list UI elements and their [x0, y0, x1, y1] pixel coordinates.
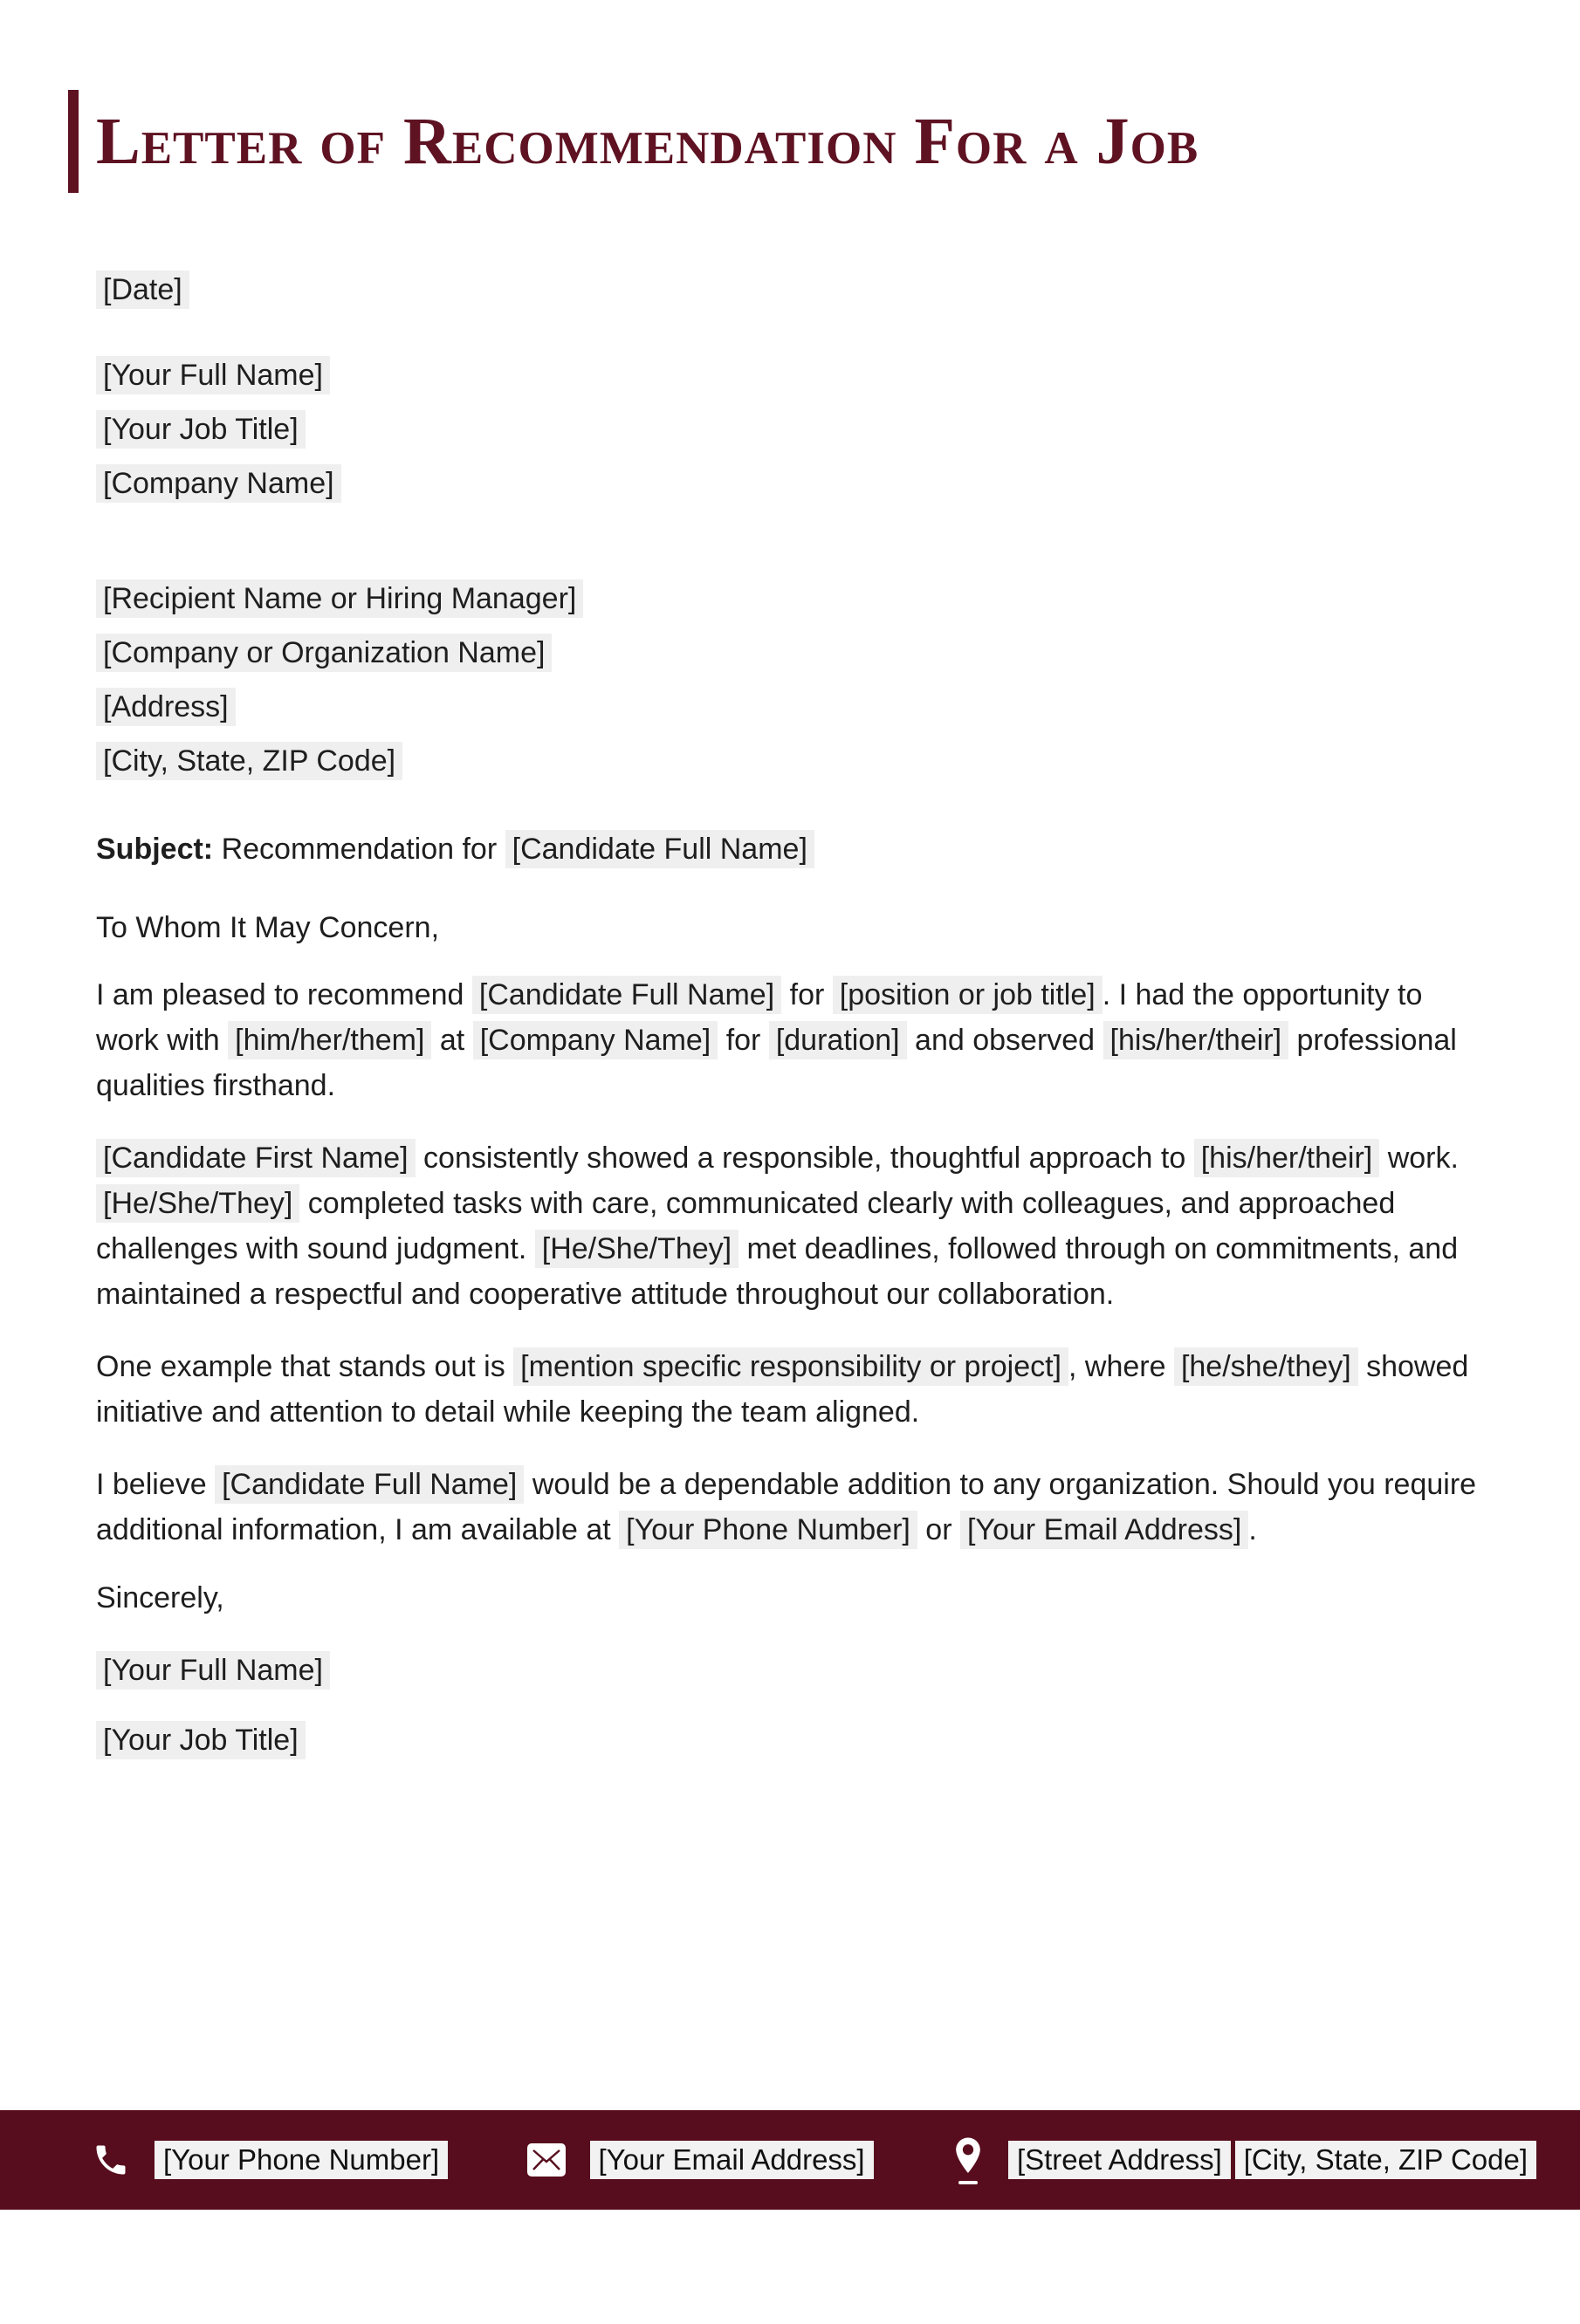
text-run: professional qualities firsthand. [96, 1024, 1457, 1102]
recipient-company-line [96, 636, 1484, 669]
placeholder-field[interactable]: [Candidate Full Name] [472, 976, 781, 1014]
footer-street-placeholder-field[interactable]: [Street Address] [1008, 2141, 1231, 2179]
subject-text [213, 830, 814, 868]
text-run: I am pleased to recommend [96, 978, 472, 1011]
text-run: and observed [906, 1024, 1103, 1057]
text-run: met deadlines, followed through on commitments, and maintained a respectful and cooperative attitude throughout our collaboration. [96, 1232, 1459, 1311]
placeholder-field[interactable]: [He/She/They] [535, 1230, 738, 1268]
footer-contact-bar [0, 2110, 1580, 2210]
document-page [0, 90, 1580, 2324]
placeholder-field[interactable]: [duration] [769, 1021, 907, 1059]
text-run: for [718, 1024, 769, 1057]
text-run: . [1248, 1513, 1257, 1546]
date-placeholder-field[interactable]: [Date] [96, 271, 189, 309]
footer-phone-placeholder-field[interactable]: [Your Phone Number] [155, 2141, 448, 2179]
text-run: , where [1068, 1350, 1174, 1383]
placeholder-field[interactable]: [mention specific responsibility or project] [513, 1347, 1068, 1386]
placeholder-field[interactable]: [position or job title] [833, 976, 1103, 1014]
recipient-name-placeholder-field[interactable]: [Recipient Name or Hiring Manager] [96, 579, 583, 618]
footer-address-group [952, 2136, 1536, 2184]
text-run: or [917, 1513, 960, 1546]
letter-paragraph-4 [96, 1462, 1484, 1553]
pin-underline [958, 2181, 978, 2184]
placeholder-field[interactable]: [his/her/their] [1194, 1139, 1380, 1177]
placeholder-field[interactable]: [Candidate First Name] [96, 1139, 416, 1177]
signature-name-line [96, 1654, 1484, 1687]
placeholder-field[interactable]: [Candidate Full Name] [215, 1465, 524, 1504]
placeholder-field[interactable]: [he/she/they] [1174, 1347, 1358, 1386]
title-section [68, 90, 1580, 193]
date-line [96, 273, 1484, 306]
subject-label: Subject: [96, 833, 214, 866]
footer-email-group [527, 2141, 874, 2179]
recipient-address-placeholder-field[interactable]: [Address] [96, 688, 236, 726]
text-run: . I had the opportunity to work with [96, 978, 1423, 1057]
footer-email-placeholder-field[interactable]: [Your Email Address] [590, 2141, 874, 2179]
title-accent-bar [68, 90, 79, 193]
phone-icon [92, 2141, 130, 2179]
placeholder-field[interactable]: [him/her/them] [228, 1021, 431, 1059]
recipient-city-placeholder-field[interactable]: [City, State, ZIP Code] [96, 742, 402, 780]
sender-job-title-placeholder-field[interactable]: [Your Job Title] [96, 410, 306, 449]
letter-paragraph-3 [96, 1344, 1484, 1435]
subject-line [96, 832, 1484, 867]
sender-name-line [96, 359, 1484, 392]
sender-name-placeholder-field[interactable]: [Your Full Name] [96, 356, 330, 394]
recipient-city-line [96, 744, 1484, 778]
footer-city-placeholder-field[interactable]: [City, State, ZIP Code] [1235, 2141, 1536, 2179]
signature-job-title-placeholder-field[interactable]: [Your Job Title] [96, 1721, 306, 1759]
recipient-address-line [96, 690, 1484, 723]
recipient-company-placeholder-field[interactable]: [Company or Organization Name] [96, 634, 552, 672]
text-run: for [781, 978, 833, 1011]
closing-line: Sincerely, [96, 1581, 224, 1614]
signature-job-title-line [96, 1724, 1484, 1757]
page-title: Letter of Recommendation For a Job [96, 105, 1199, 178]
recipient-name-line [96, 582, 1484, 615]
sender-company-line [96, 467, 1484, 500]
sender-job-title-line [96, 413, 1484, 446]
text-run: work. [1379, 1141, 1459, 1175]
placeholder-field[interactable]: [Company Name] [473, 1021, 718, 1059]
signature-name-placeholder-field[interactable]: [Your Full Name] [96, 1651, 330, 1690]
letter-paragraph-2 [96, 1135, 1484, 1317]
envelope-icon [527, 2143, 566, 2177]
text-run: would be a dependable addition to any organization. Should you require additional information, I am available at [96, 1468, 1477, 1546]
text-run: I believe [96, 1468, 216, 1501]
placeholder-field[interactable]: [Candidate Full Name] [505, 830, 814, 868]
footer-phone-group [92, 2141, 448, 2179]
text-run: showed initiative and attention to detail while keeping the team aligned. [96, 1350, 1469, 1429]
placeholder-field[interactable]: [He/She/They] [96, 1184, 299, 1223]
text-run: One example that stands out is [96, 1350, 514, 1383]
placeholder-field[interactable]: [Your Email Address] [960, 1511, 1248, 1549]
location-pin-icon [952, 2136, 984, 2184]
sender-company-placeholder-field[interactable]: [Company Name] [96, 464, 341, 503]
placeholder-field[interactable]: [Your Phone Number] [619, 1511, 917, 1549]
letter-paragraph-1 [96, 972, 1484, 1108]
letter-body [0, 273, 1580, 1757]
salutation: To Whom It May Concern, [96, 911, 440, 944]
text-run: Recommendation for [213, 833, 505, 866]
placeholder-field[interactable]: [his/her/their] [1103, 1021, 1289, 1059]
text-run: at [431, 1024, 473, 1057]
text-run: completed tasks with care, communicated clearly with colleagues, and approached challenges with sound judgment. [96, 1187, 1396, 1265]
text-run: consistently showed a responsible, thoughtful approach to [415, 1141, 1194, 1175]
